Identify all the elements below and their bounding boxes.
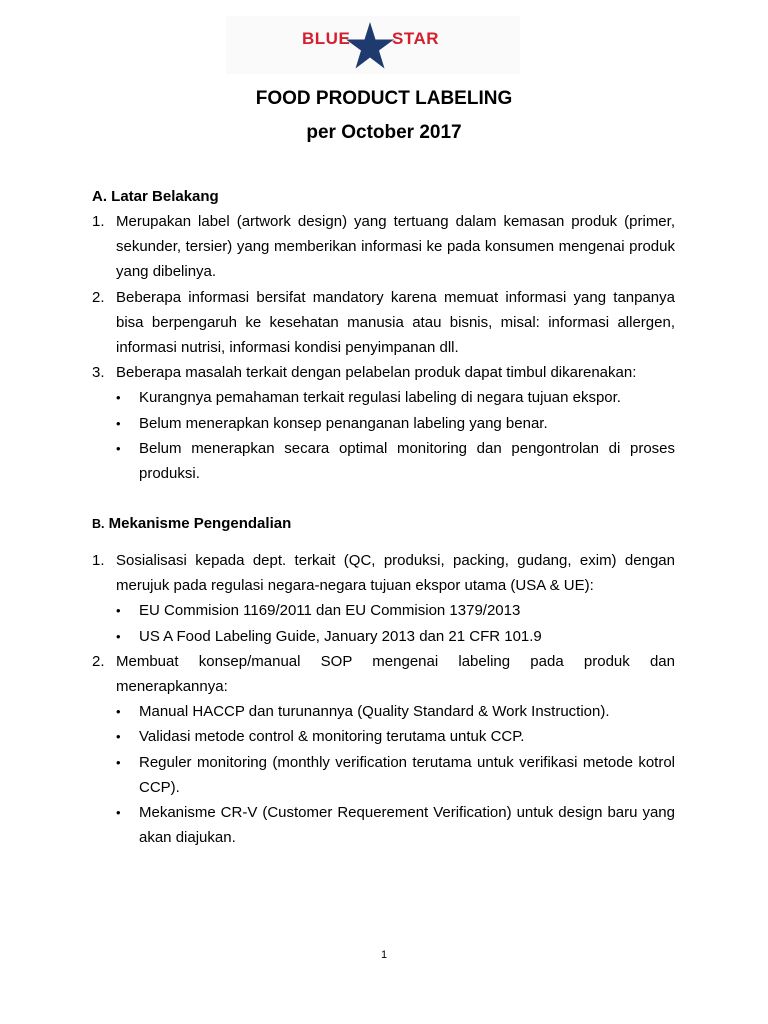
- bullet-text: Belum menerapkan konsep penanganan labeling yang benar.: [139, 414, 548, 432]
- item-number: 3.: [92, 364, 105, 382]
- section-a-list: [92, 209, 675, 486]
- bullet-item: [92, 699, 675, 724]
- item-text: Merupakan label (artwork design) yang tertuang dalam kemasan produk (primer, sekunder, tersier) yang memberikan informasi ke pada konsumen mengenai produk yang dibelinya.: [116, 213, 675, 281]
- bullet-item: [92, 598, 675, 623]
- bullet-text: Reguler monitoring (monthly verification terutama untuk verifikasi metode kotrol CCP).: [139, 753, 675, 796]
- list-item: [92, 285, 675, 361]
- bullet-item: [92, 385, 675, 410]
- bullet-item: [92, 436, 675, 486]
- bullet-text: Validasi metode control & monitoring terutama untuk CCP.: [139, 728, 525, 746]
- list-item: [92, 649, 675, 699]
- bullet-text: Belum menerapkan secara optimal monitoring dan pengontrolan di proses produksi.: [139, 439, 675, 483]
- bullet-icon: •: [116, 415, 121, 431]
- section-a-letter: A.: [92, 188, 107, 205]
- section-a-heading: [92, 184, 675, 209]
- document-title: FOOD PRODUCT LABELING: [255, 88, 513, 109]
- bullet-icon: •: [116, 440, 121, 456]
- bullet-text: Manual HACCP dan turunannya (Quality Standard & Work Instruction).: [139, 703, 610, 721]
- item-number: 1.: [92, 552, 105, 569]
- bullet-icon: •: [116, 390, 121, 406]
- bullet-icon: •: [116, 754, 121, 770]
- section-b-letter: B.: [92, 517, 105, 531]
- list-item: [92, 209, 675, 285]
- bullet-icon: •: [116, 805, 121, 821]
- section-b-list: [92, 548, 675, 850]
- list-item: [92, 360, 675, 385]
- item-number: 2.: [92, 288, 105, 306]
- bullet-icon: •: [116, 704, 121, 720]
- item-text: Sosialisasi kepada dept. terkait (QC, produksi, packing, gudang, exim) dengan merujuk pada regulasi negara-negara tujuan ekspor utama (USA & UE):: [116, 552, 675, 595]
- section-b-heading: [92, 511, 675, 537]
- section-a-title: Latar Belakang: [111, 188, 219, 205]
- bullet-text: Mekanisme CR-V (Customer Requerement Verification) untuk design baru yang akan diajukan.: [139, 804, 675, 847]
- item-number: 2.: [92, 652, 105, 670]
- item-number: 1.: [92, 213, 105, 230]
- bullet-icon: •: [116, 628, 121, 644]
- bullet-text: EU Commision 1169/2011 dan EU Commision 1379/2013: [139, 602, 521, 620]
- logo-text-blue: BLUE: [302, 29, 351, 48]
- bullet-item: [92, 800, 675, 850]
- bullet-icon: •: [116, 603, 121, 619]
- bullet-text: US A Food Labeling Guide, January 2013 dan 21 CFR 101.9: [139, 627, 542, 645]
- section-b-title: Mekanisme Pengendalian: [108, 515, 292, 532]
- bullet-item: [92, 750, 675, 800]
- document-subtitle: per October 2017: [306, 122, 462, 143]
- bullet-item: [92, 724, 675, 749]
- item-text: Membuat konsep/manual SOP mengenai labeling pada produk dan menerapkannya:: [116, 652, 675, 696]
- list-item: [92, 548, 675, 598]
- logo-text-star: STAR: [392, 29, 440, 48]
- bullet-text: Kurangnya pemahaman terkait regulasi labeling di negara tujuan ekspor.: [139, 389, 621, 407]
- item-text: Beberapa informasi bersifat mandatory karena memuat informasi yang tanpanya bisa berpengaruh ke kesehatan manusia atau bisnis, misal: informasi allergen, informasi nutrisi, informasi kondisi penyimpanan dll.: [116, 288, 675, 357]
- item-text: Beberapa masalah terkait dengan pelabelan produk dapat timbul dikarenakan:: [116, 364, 637, 382]
- bullet-icon: •: [116, 729, 121, 745]
- bullet-item: [92, 624, 675, 649]
- bullet-item: [92, 411, 675, 436]
- star-icon: [345, 21, 395, 71]
- page-number: 1: [380, 949, 388, 961]
